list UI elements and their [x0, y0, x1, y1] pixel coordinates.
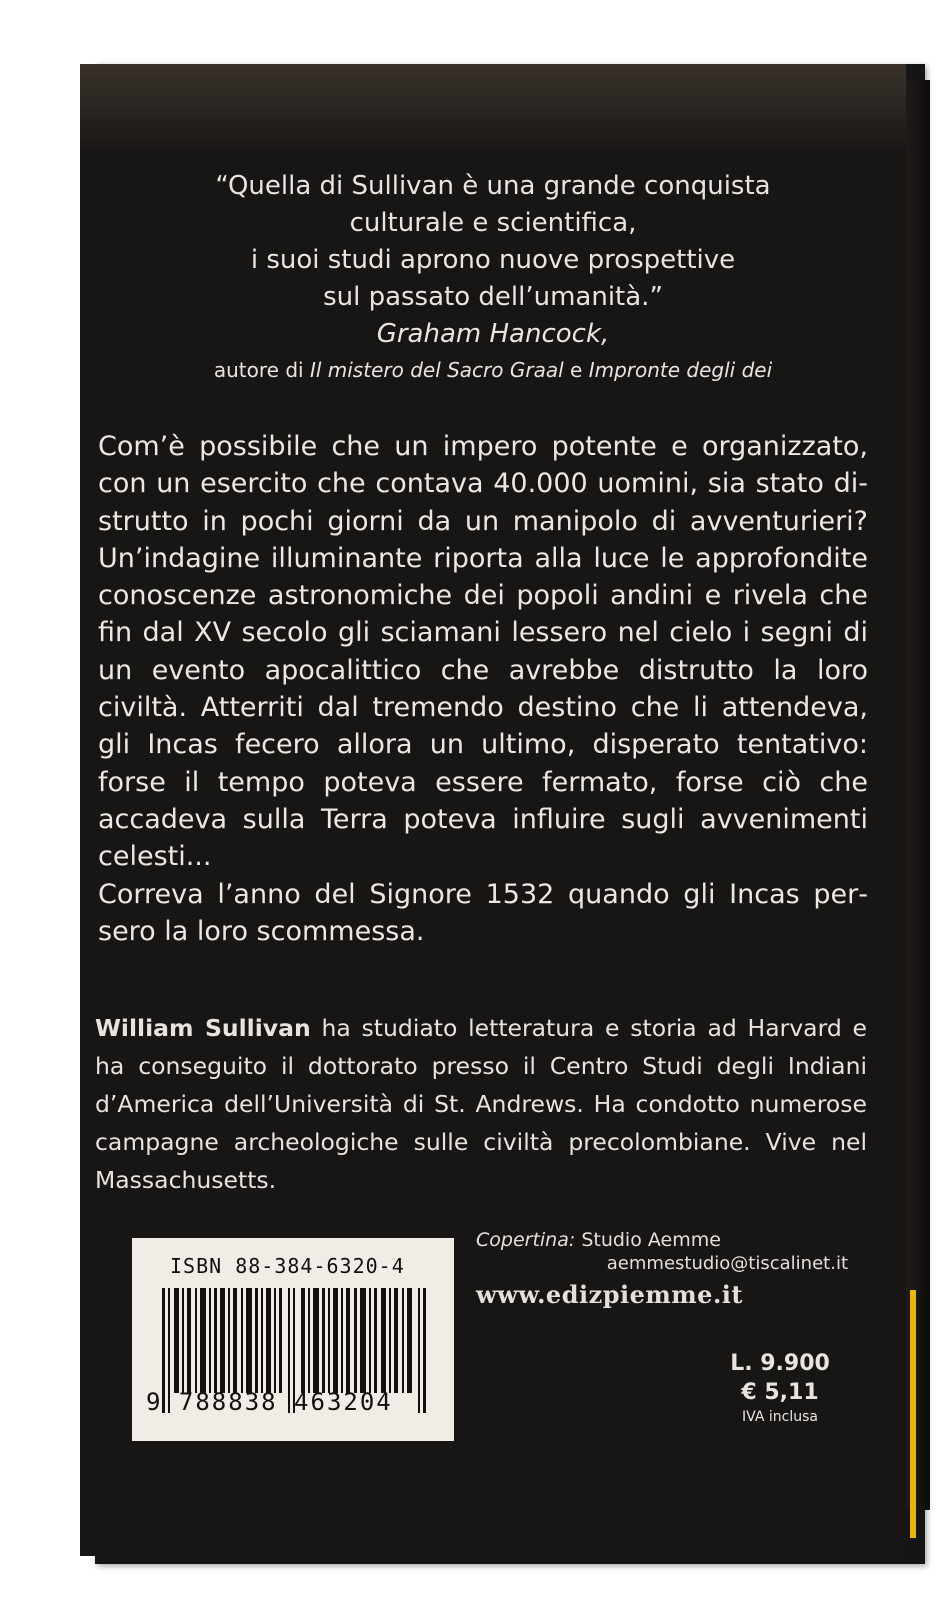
price-euro: € 5,11 [741, 1380, 819, 1405]
quote-line: sul passato dell’umanità.” [323, 282, 663, 312]
studio-email: aemmestudio@tiscalinet.it [606, 1253, 848, 1274]
author-name: William Sullivan [95, 1014, 311, 1042]
quote-line: culturale e scientifica, [349, 208, 637, 238]
isbn-number: ISBN 88-384-6320-4 [170, 1254, 405, 1278]
synopsis [98, 428, 868, 950]
cover-credit [476, 1229, 876, 1251]
book-title-1: Il mistero del Sacro Graal [309, 358, 564, 382]
quote-line: “Quella di Sullivan è una grande conquista [215, 171, 771, 201]
quote-author-description [80, 353, 906, 387]
barcode-digits: 9 788838 463204 [146, 1388, 393, 1416]
cover-credit-label: Copertina: [476, 1229, 576, 1251]
vat-note: IVA inclusa [742, 1409, 818, 1425]
back-cover [80, 116, 906, 1556]
author-desc-prefix: autore di [213, 358, 310, 382]
synopsis-paragraph: Com’è possibile che un impero potente e organizzato, con un esercito che contava 40.000 uomini, sia stato distrutto in pochi giorni da un manipolo di avventurieri? Un’indagine illuminante riporta alla luce le approfondite conoscenze astronomiche dei popoli andini e rivela che fin dal XV secolo gli sciamani lessero nel cielo i segni di un evento apocalittico che avrebbe distrutto la loro civiltà. Atterriti dal tremendo destino che li attendeva, gli Incas fecero allora un ultimo, disperato tentativo: forse il tempo poteva essere fermato, forse ciò che accadeva sulla Terra poteva influire sugli avvenimenti celesti... [98, 431, 868, 873]
conjunction: e [563, 358, 589, 382]
quote-line: i suoi studi aprono nuove prospettive [250, 245, 736, 275]
publisher-website: www.edizpiemme.it [476, 1280, 744, 1309]
credits [476, 1229, 876, 1309]
author-bio-text: ha studiato letteratura e storia ad Harvard e ha conseguito il dottorato presso il Centro Studi degli Indiani d’America dell’Università di St. Andrews. Ha condotto numerose campagne archeologiche sulle civiltà precolombiane. Vive nel Massachusetts. [95, 1014, 867, 1194]
yellow-edge-strip [910, 1290, 916, 1538]
quote-author: Graham Hancock, [376, 319, 610, 349]
author-bio [95, 1009, 867, 1199]
top-fade [80, 64, 906, 154]
cover-credit-value: Studio Aemme [575, 1229, 721, 1251]
book-title-2: Impronte degli dei [588, 358, 773, 382]
price-lire: L. 9.900 [730, 1351, 830, 1376]
endorsement-quote [80, 168, 906, 387]
barcode-label [132, 1238, 454, 1441]
synopsis-paragraph: Correva l’anno del Signore 1532 quando gli Incas persero la loro scommessa. [98, 878, 868, 947]
price-block [720, 1351, 840, 1425]
